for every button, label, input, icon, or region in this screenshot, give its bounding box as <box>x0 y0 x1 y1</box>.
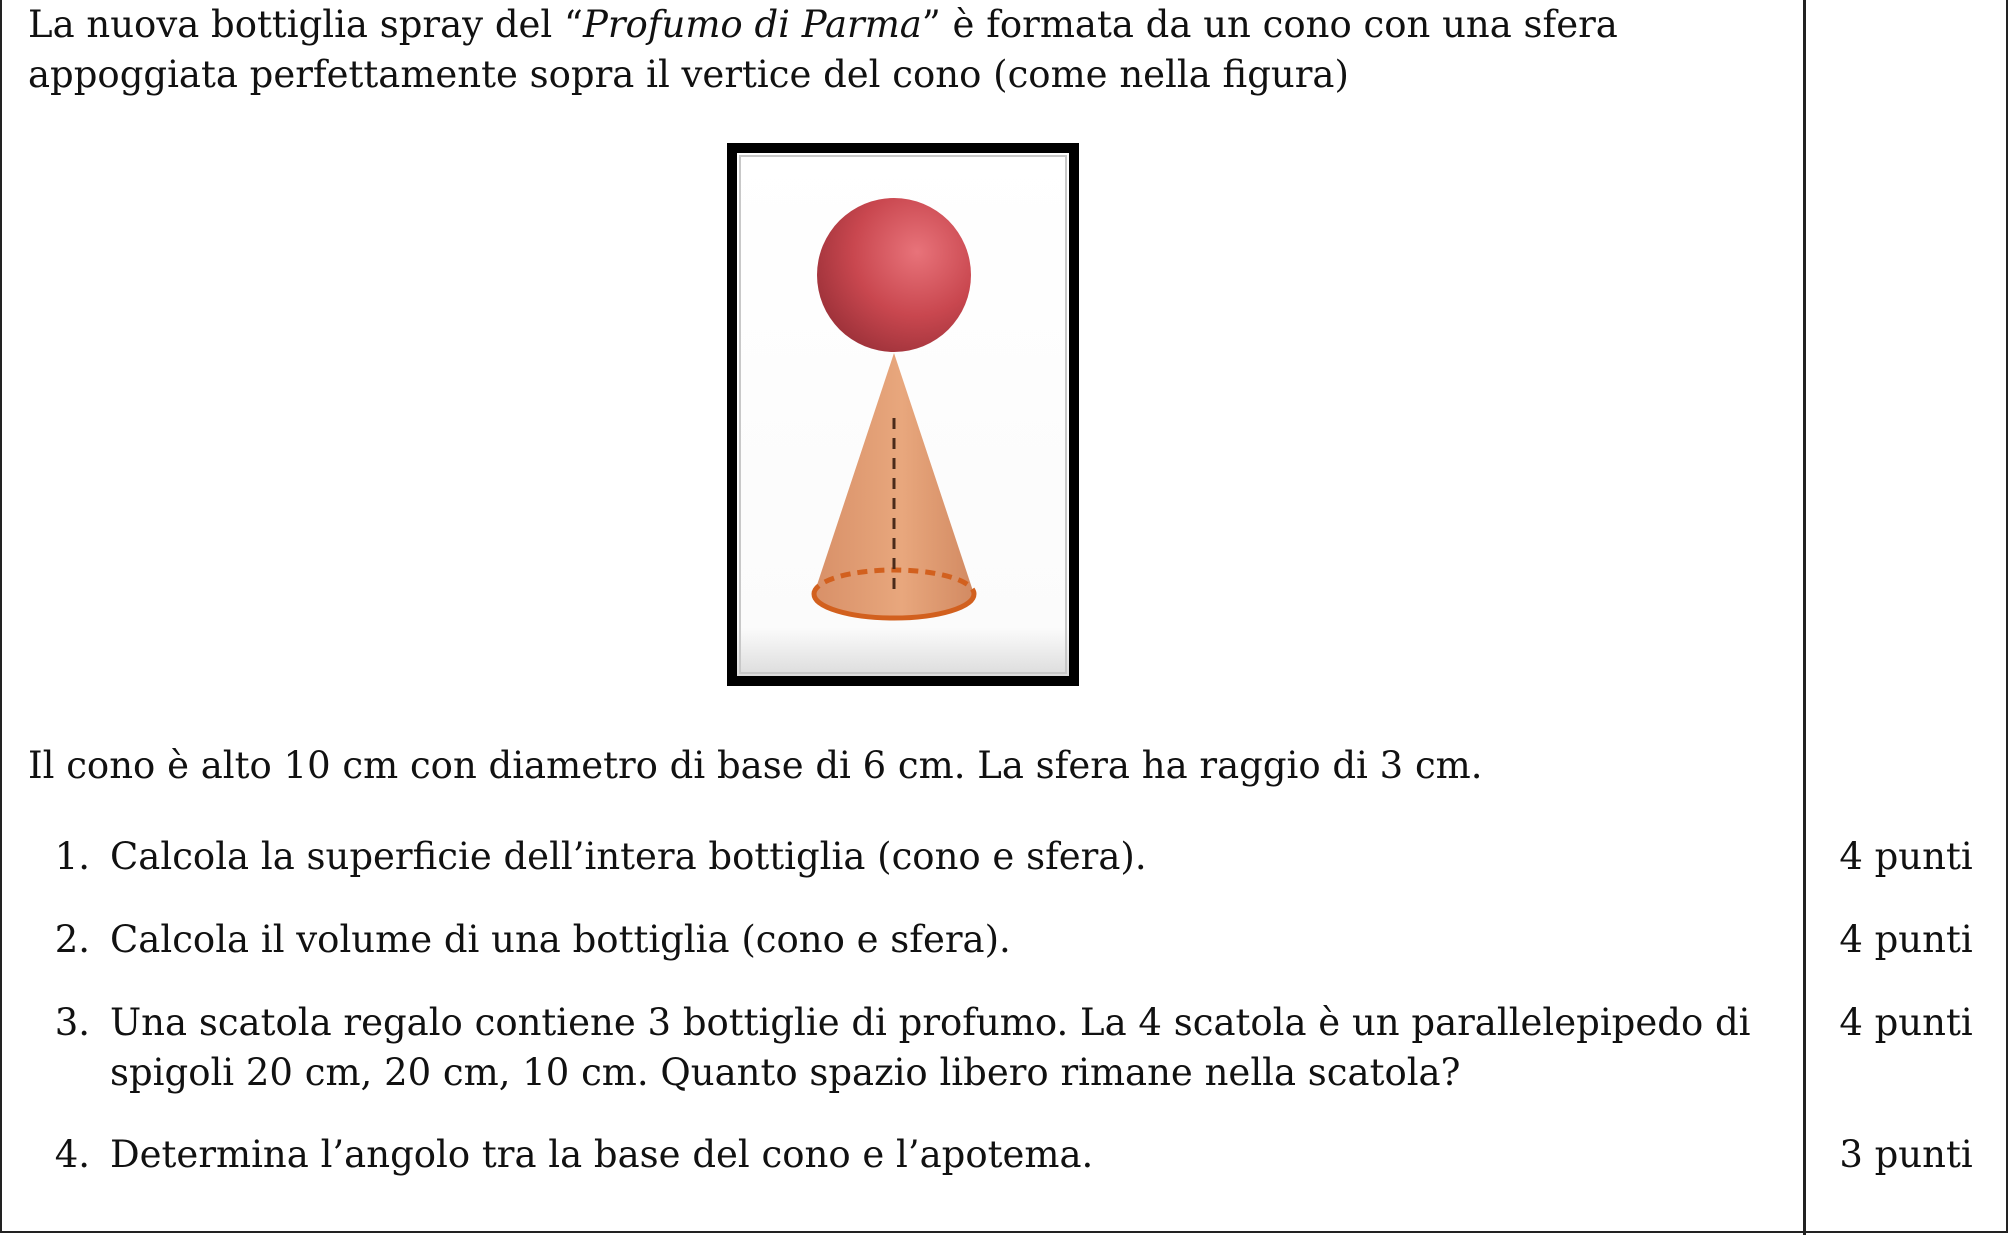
intro-before: La nuova bottiglia spray del “ <box>28 3 583 46</box>
question-3-points: 4 punti <box>1839 1001 1973 1044</box>
points-column-divider <box>1803 0 1806 1235</box>
question-2-text: Calcola il volume di una bottiglia (cono e sfera). <box>110 918 1011 961</box>
question-1-text: Calcola la superficie dell’intera bottiglia (cono e sfera). <box>110 835 1147 878</box>
question-1-number: 1. <box>54 835 90 878</box>
question-4-text: Determina l’angolo tra la base del cono e l’apotema. <box>110 1133 1094 1176</box>
bottle-figure <box>727 143 1079 686</box>
brand-name: Profumo di Parma <box>582 3 922 46</box>
sphere <box>817 198 971 352</box>
problem-intro <box>28 0 1788 100</box>
question-4-number: 4. <box>54 1133 90 1176</box>
given-data: Il cono è alto 10 cm con diametro di base di 6 cm. La sfera ha raggio di 3 cm. <box>28 744 1483 787</box>
question-2-number: 2. <box>54 918 90 961</box>
intro-after: ” è formata da un cono con una sfera appoggiata perfettamente sopra il vertice del cono (come nella figura) <box>28 3 1618 96</box>
question-4-points: 3 punti <box>1839 1133 1973 1176</box>
question-3-number: 3. <box>54 1001 90 1044</box>
question-2-points: 4 punti <box>1839 918 1973 961</box>
bottle-figure-svg <box>727 143 1079 686</box>
question-1-points: 4 punti <box>1839 835 1973 878</box>
question-3-text: Una scatola regalo contiene 3 bottiglie di profumo. La 4 scatola è un parallelepipedo di spigoli 20 cm, 20 cm, 10 cm. Quanto spazio libero rimane nella scatola? <box>110 1001 1751 1094</box>
